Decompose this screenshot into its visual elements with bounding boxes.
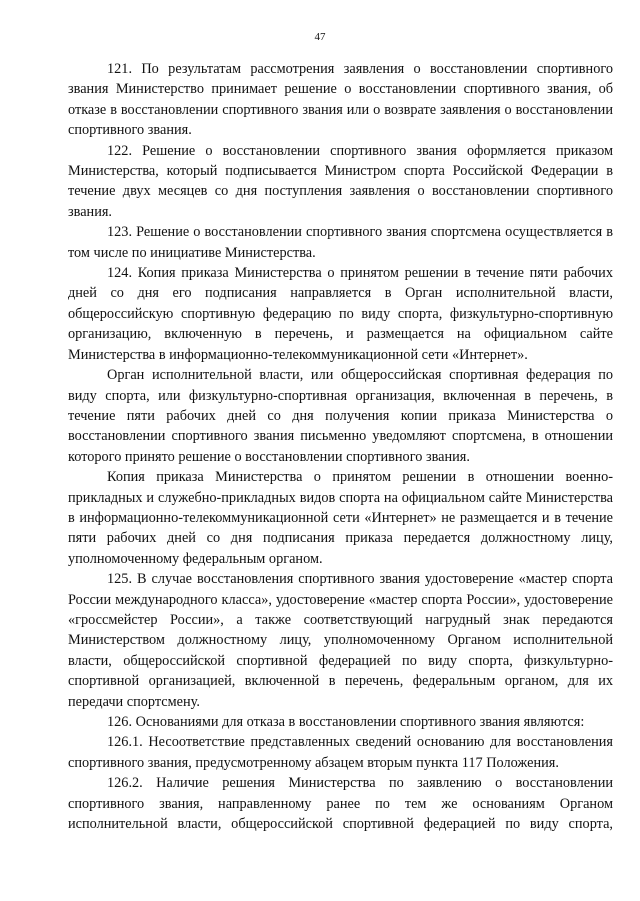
page-number: 47 xyxy=(314,31,326,43)
paragraph-124-notification: Орган исполнительной власти, или общероссийская спортивная федерация по виду спорта, или физкультурно-спортивная организация, включенная в перечень, в течение пяти рабочих дней со дня получения копии приказа Министерства о восстановлении спортивного звания письменно уведомляют спортсмена, в отношении которого принято решение о восстановлении спортивного звания. xyxy=(68,367,613,465)
paragraph-123: 123. Решение о восстановлении спортивного звания спортсмена осуществляется в том числе по инициативе Министерства. xyxy=(68,224,613,261)
paragraph-126-1: 126.1. Несоответствие представленных сведений основанию для восстановления спортивного звания, предусмотренному абзацем вторым пункта 117 Положения. xyxy=(68,734,613,771)
paragraph-126: 126. Основаниями для отказа в восстановлении спортивного звания являются: xyxy=(107,714,585,730)
paragraph-124: 124. Копия приказа Министерства о принятом решении в течение пяти рабочих дней со дня его подписания направляется в Орган исполнительной власти, общероссийскую спортивную федерацию по виду спорта, физкультурно-спортивную организацию, включенную в перечень, и размещается на официальном сайте Министерства в информационно-телекоммуникационной сети «Интернет». xyxy=(68,265,613,363)
document-body xyxy=(68,59,613,834)
paragraph-121: 121. По результатам рассмотрения заявления о восстановлении спортивного звания Министерство принимает решение о восстановлении спортивного звания, об отказе в восстановлении спортивного звания или о возврате заявления о восстановлении спортивного звания. xyxy=(68,61,613,139)
paragraph-126-2: 126.2. Наличие решения Министерства по заявлению о восстановлении спортивного звания, направленному ранее по тем же основаниям Органом исполнительной власти, общероссийской спортивной федерацией по виду спорта, xyxy=(68,775,613,833)
paragraph-122: 122. Решение о восстановлении спортивного звания оформляется приказом Министерства, который подписывается Министром спорта Российской Федерации в течение двух месяцев со дня поступления заявления о восстановлении спортивного звания. xyxy=(68,142,613,220)
paragraph-125: 125. В случае восстановления спортивного звания удостоверение «мастер спорта России международного класса», удостоверение «мастер спорта России», удостоверение «гроссмейстер России», а также соответствующий нагрудный знак передаются Министерством должностному лицу, уполномоченному Органом исполнительной власти, общероссийской спортивной федерацией по виду спорта, физкультурно-спортивной организацией, включенной в перечень, федеральным органом, для их передачи спортсмену. xyxy=(68,571,613,710)
paragraph-124-military: Копия приказа Министерства о принятом решении в отношении военно-прикладных и служебно-прикладных видов спорта на официальном сайте Министерства в информационно-телекоммуникационной сети «Интернет» не размещается и в течение пяти рабочих дней со дня подписания приказа передается должностному лицу, уполномоченному федеральным органом. xyxy=(68,469,613,567)
